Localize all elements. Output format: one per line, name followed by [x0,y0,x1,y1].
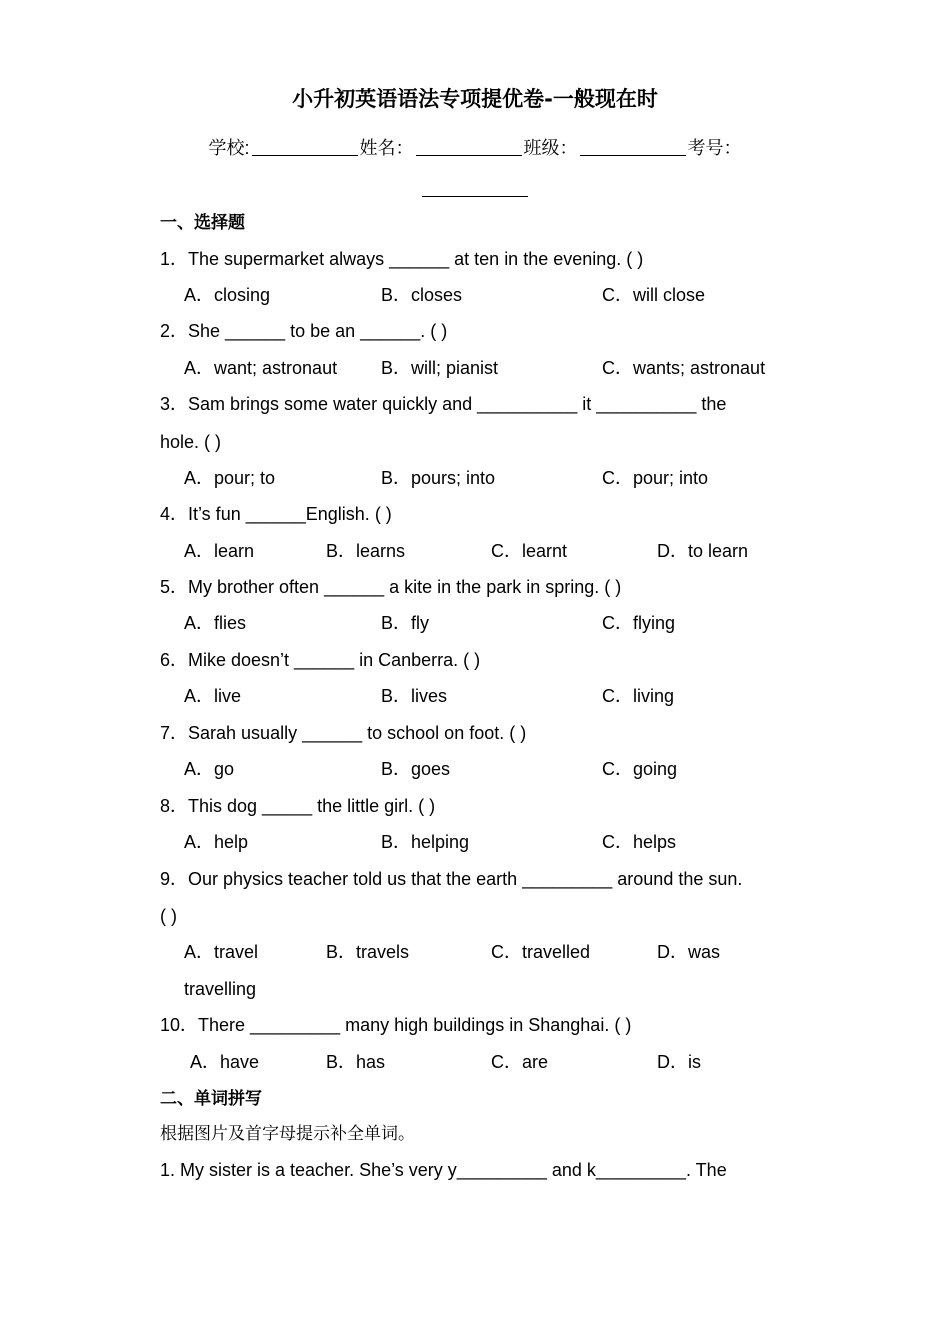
q2-option-a[interactable]: A．want; astronaut [184,358,338,378]
question-8: 8．This dog _____ the little girl. ( ) [160,796,436,816]
q9-option-d[interactable]: D．was [657,942,721,962]
q6-option-b[interactable]: B．lives [381,686,448,706]
q4-option-c[interactable]: C．learnt [491,541,568,561]
exam-number-label: 考号： [687,138,742,158]
q4-option-a[interactable]: A．learn [184,541,255,561]
q1-option-c[interactable]: C．will close [602,285,706,305]
section-heading-spelling: 二、单词拼写 [160,1089,262,1109]
class-label: 班级： [523,138,578,158]
question-3-cont: hole. ( ) [160,432,222,452]
school-blank[interactable] [252,137,358,156]
q1-option-b[interactable]: B．closes [381,285,463,305]
question-9-cont: ( ) [160,906,177,926]
school-label: 学校: [208,138,250,158]
q10-option-d[interactable]: D．is [657,1052,701,1072]
q8-option-c[interactable]: C．helps [602,832,677,852]
name-blank[interactable] [416,137,522,156]
q9-option-d-cont[interactable]: travelling [184,979,257,999]
question-5: 5．My brother often ______ a kite in the park in spring. ( ) [160,577,622,597]
question-7: 7．Sarah usually ______ to school on foot. ( ) [160,723,527,743]
spelling-question-1: 1. My sister is a teacher. She’s very y_________ and k_________. The [160,1160,727,1180]
question-4: 4．It’s fun ______English. ( ) [160,504,392,524]
q8-option-b[interactable]: B．helping [381,832,470,852]
question-1: 1．The supermarket always ______ at ten in the evening. ( ) [160,249,644,269]
student-info-line [160,135,790,161]
q5-option-a[interactable]: A．flies [184,613,247,633]
q3-option-c[interactable]: C．pour; into [602,468,709,488]
q2-option-b[interactable]: B．will; pianist [381,358,499,378]
q7-option-b[interactable]: B．goes [381,759,451,779]
q7-option-a[interactable]: A．go [184,759,235,779]
q10-option-b[interactable]: B．has [326,1052,386,1072]
question-2: 2．She ______ to be an ______. ( ) [160,321,448,341]
question-3: 3．Sam brings some water quickly and __________ it __________ the [160,394,727,414]
q9-option-b[interactable]: B．travels [326,942,410,962]
q3-option-a[interactable]: A．pour; to [184,468,276,488]
q7-option-c[interactable]: C．going [602,759,678,779]
q6-option-c[interactable]: C．living [602,686,675,706]
section-heading-choice: 一、选择题 [160,213,245,233]
q9-option-a[interactable]: A．travel [184,942,259,962]
exam-number-blank[interactable] [422,178,528,197]
page-title: 小升初英语语法专项提优卷-一般现在时 [292,87,658,111]
q4-option-b[interactable]: B．learns [326,541,406,561]
q5-option-b[interactable]: B．fly [381,613,430,633]
q10-option-a[interactable]: A．have [190,1052,260,1072]
q4-option-d[interactable]: D．to learn [657,541,749,561]
q8-option-a[interactable]: A．help [184,832,249,852]
q1-option-a[interactable]: A．closing [184,285,271,305]
question-9: 9．Our physics teacher told us that the earth _________ around the sun. [160,869,743,889]
q2-option-c[interactable]: C．wants; astronaut [602,358,766,378]
q6-option-a[interactable]: A．live [184,686,242,706]
question-6: 6．Mike doesn’t ______ in Canberra. ( ) [160,650,481,670]
section-instruction: 根据图片及首字母提示补全单词。 [160,1124,415,1144]
question-10: 10．There _________ many high buildings in Shanghai. ( ) [160,1015,632,1035]
class-blank[interactable] [580,137,686,156]
q10-option-c[interactable]: C．are [491,1052,549,1072]
q5-option-c[interactable]: C．flying [602,613,676,633]
q9-option-c[interactable]: C．travelled [491,942,591,962]
name-label: 姓名： [359,138,414,158]
q3-option-b[interactable]: B．pours; into [381,468,496,488]
